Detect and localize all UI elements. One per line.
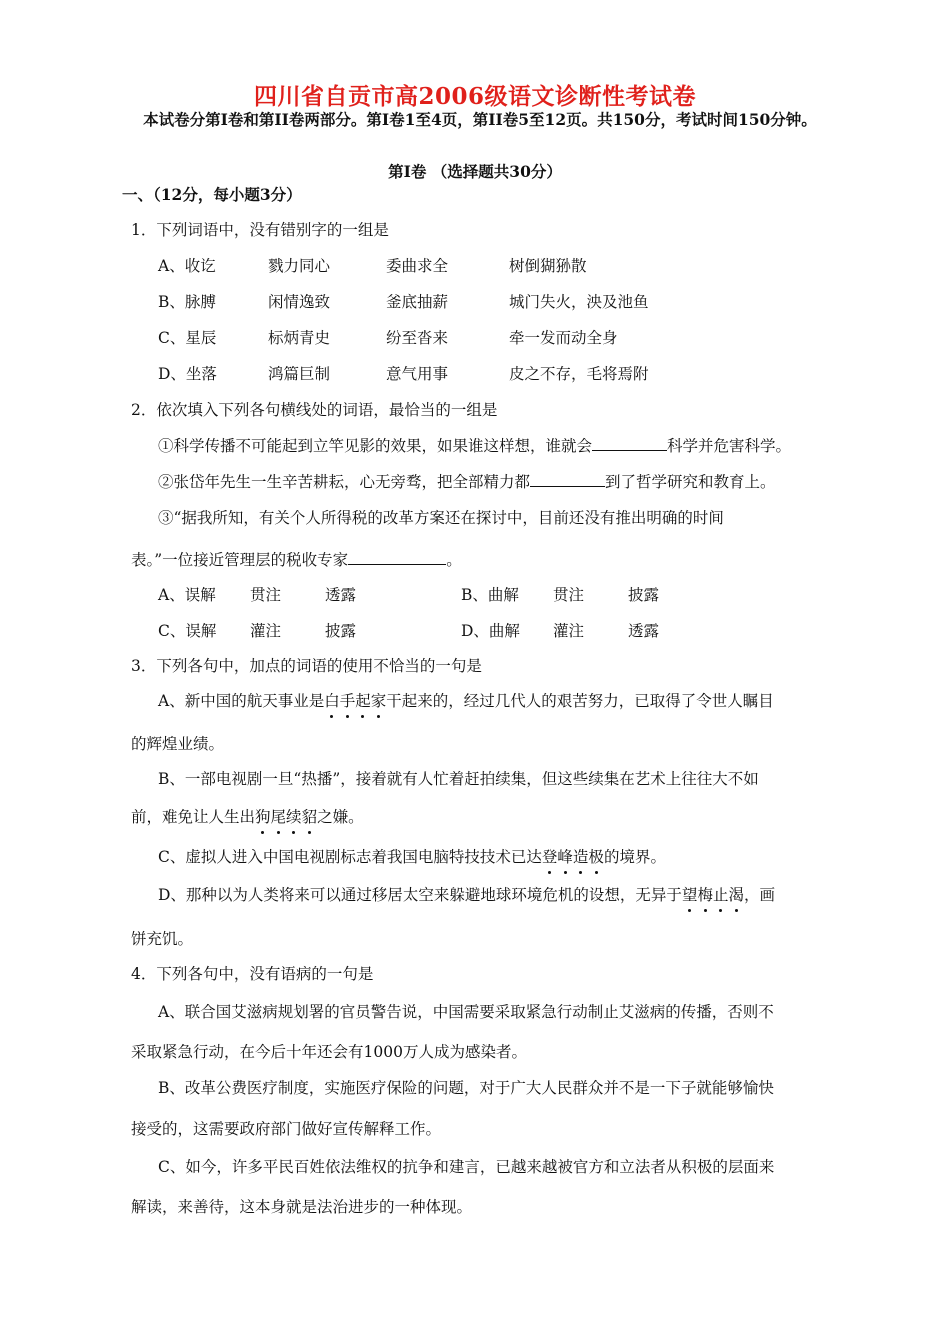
q1-option-c-2: 标炳青史 [268,329,331,347]
q3-option-a-dotted-word [324,692,386,710]
q3-option-b-line-1: B、一部电视剧一旦“热播”，接着就有人忙着赶拍续集，但这些续集在艺术上往往大不如 [158,770,759,788]
q2-option-d-1: D、曲解 [461,622,520,640]
emphasis-dot-char: 峰 [557,845,573,867]
q3-option-d-text-2: ，画 [744,886,776,904]
q4-option-a-line-2: 采取紧急行动，在今后十年还会有1000万人成为感染者。 [131,1043,527,1061]
q2-stem: 2．依次填入下列各句横线处的词语，最恰当的一组是 [131,401,498,419]
q2-sentence-3-line-2 [131,548,462,570]
emphasis-dot-char: 梅 [697,883,713,905]
section-1-heading: 一、（12分，每小题3分） [122,185,302,204]
q2-sentence-1-before: ①科学传播不可能起到立竿见影的效果，如果谁这样想，谁就会 [158,437,593,455]
emphasis-dot-char: 止 [713,883,729,905]
q2-option-c-3: 披露 [325,622,357,640]
q1-option-d-1: D、坐落 [158,365,217,383]
q1-option-d-4: 皮之不存，毛将焉附 [509,365,649,383]
emphasis-dot-char: 极 [588,845,604,867]
q1-option-d-3: 意气用事 [386,365,449,383]
emphasis-dot-char: 家 [371,689,387,711]
q1-option-b-2: 闲情逸致 [268,293,331,311]
q3-option-c-text-2: 的境界。 [603,848,666,866]
q4-option-b-line-1: B、改革公费医疗制度，实施医疗保险的问题，对于广大人民群众并不是一下子就能够愉快 [158,1079,774,1097]
q2-sentence-3-before: 表。”一位接近管理层的税收专家 [131,551,349,569]
q4-stem: 4．下列各句中，没有语病的一句是 [131,965,374,983]
q3-option-b-text-1: 前，难免让人生出 [131,808,256,826]
q3-option-d-text-1: D、那种以为人类将来可以通过移居太空来躲避地球环境危机的设想，无异于 [158,886,682,904]
emphasis-dot-char: 狗 [255,805,271,827]
emphasis-dot-char: 渴 [728,883,744,905]
q2-option-a-2: 贯注 [250,586,282,604]
q1-option-c-3: 纷至沓来 [386,329,449,347]
q2-option-b-3: 披露 [628,586,660,604]
emphasis-dot-char: 望 [682,883,698,905]
q1-option-b-1: B、脉膊 [158,293,216,311]
emphasis-dot-char: 登 [542,845,558,867]
q3-option-b-dotted-word [255,808,317,826]
q3-option-c-line-1 [158,845,666,867]
q3-option-d-dotted-word [682,886,744,904]
q2-blank-1 [592,435,667,451]
q1-option-a-4: 树倒猢狲散 [509,257,587,275]
q3-option-a-line-2: 的辉煌业绩。 [131,735,225,753]
q1-option-b-3: 釜底抽薪 [386,293,449,311]
q3-option-c-text-1: C、虚拟人进入中国电视剧标志着我国电脑特技技术已达 [158,848,542,866]
q2-blank-2 [530,471,605,487]
q1-option-c-4: 牵一发而动全身 [509,329,618,347]
q1-option-a-2: 戮力同心 [268,257,331,275]
q2-option-d-3: 透露 [628,622,660,640]
emphasis-dot-char: 续 [286,805,302,827]
q2-option-c-1: C、误解 [158,622,217,640]
q3-option-a-text-1: A、新中国的航天事业是 [158,692,325,710]
q2-sentence-2-after: 到了哲学研究和教育上。 [605,473,776,491]
emphasis-dot-char: 貂 [302,805,318,827]
q3-option-a-line-1 [158,689,774,711]
q1-option-a-1: A、收讫 [158,257,216,275]
q4-option-a-line-1: A、联合国艾滋病规划署的官员警告说，中国需要采取紧急行动制止艾滋病的传播，否则不 [158,1003,774,1021]
q2-option-a-3: 透露 [325,586,357,604]
q2-sentence-3-after: 。 [446,551,462,569]
q1-stem: 1．下列词语中，没有错别字的一组是 [131,221,389,239]
emphasis-dot-char: 白 [324,689,340,711]
q3-option-d-line-2: 饼充饥。 [131,930,194,948]
q2-option-c-2: 灌注 [250,622,282,640]
q1-option-c-1: C、星辰 [158,329,217,347]
emphasis-dot-char: 造 [573,845,589,867]
q2-sentence-3-line-1: ③“据我所知，有关个人所得税的改革方案还在探讨中，目前还没有推出明确的时间 [158,509,724,527]
q3-option-c-dotted-word [542,848,604,866]
exam-title: 四川省自贡市高2006级语文诊断性考试卷 [253,83,696,110]
q4-option-b-line-2: 接受的，这需要政府部门做好宣传解释工作。 [131,1120,442,1138]
q2-option-a-1: A、误解 [158,586,216,604]
q3-option-a-text-2: 干起来的，经过几代人的艰苦努力，已取得了令世人瞩目 [386,692,774,710]
q2-option-b-1: B、曲解 [461,586,519,604]
q4-option-c-line-2: 解读，来善待，这本身就是法治进步的一种体现。 [131,1198,473,1216]
q2-sentence-2-before: ②张岱年先生一生辛苦耕耘，心无旁骛，把全部精力都 [158,473,531,491]
q4-option-c-line-1: C、如今，许多平民百姓依法维权的抗争和建言，已越来越被官方和立法者从积极的层面来 [158,1158,775,1176]
emphasis-dot-char: 手 [340,689,356,711]
q3-option-b-line-2 [131,805,364,827]
q1-option-b-4: 城门失火，泱及池鱼 [509,293,649,311]
q2-sentence-1 [158,434,791,456]
emphasis-dot-char: 起 [355,689,371,711]
q3-stem: 3．下列各句中，加点的词语的使用不恰当的一句是 [131,657,482,675]
q1-option-d-2: 鸿篇巨制 [268,365,331,383]
q2-sentence-2 [158,470,776,492]
volume-1-heading: 第I卷 （选择题共30分） [388,162,562,181]
q2-sentence-1-after: 科学并危害科学。 [667,437,792,455]
q2-option-b-2: 贯注 [553,586,585,604]
q2-option-d-2: 灌注 [553,622,585,640]
q2-blank-3 [348,549,446,565]
q3-option-b-text-2: 之嫌。 [317,808,364,826]
emphasis-dot-char: 尾 [271,805,287,827]
q3-option-d-line-1 [158,883,775,905]
q1-option-a-3: 委曲求全 [386,257,449,275]
exam-intro: 本试卷分第I卷和第II卷两部分。第I卷1至4页，第II卷5至12页。共150分，考试时间150分钟。 [143,110,817,129]
